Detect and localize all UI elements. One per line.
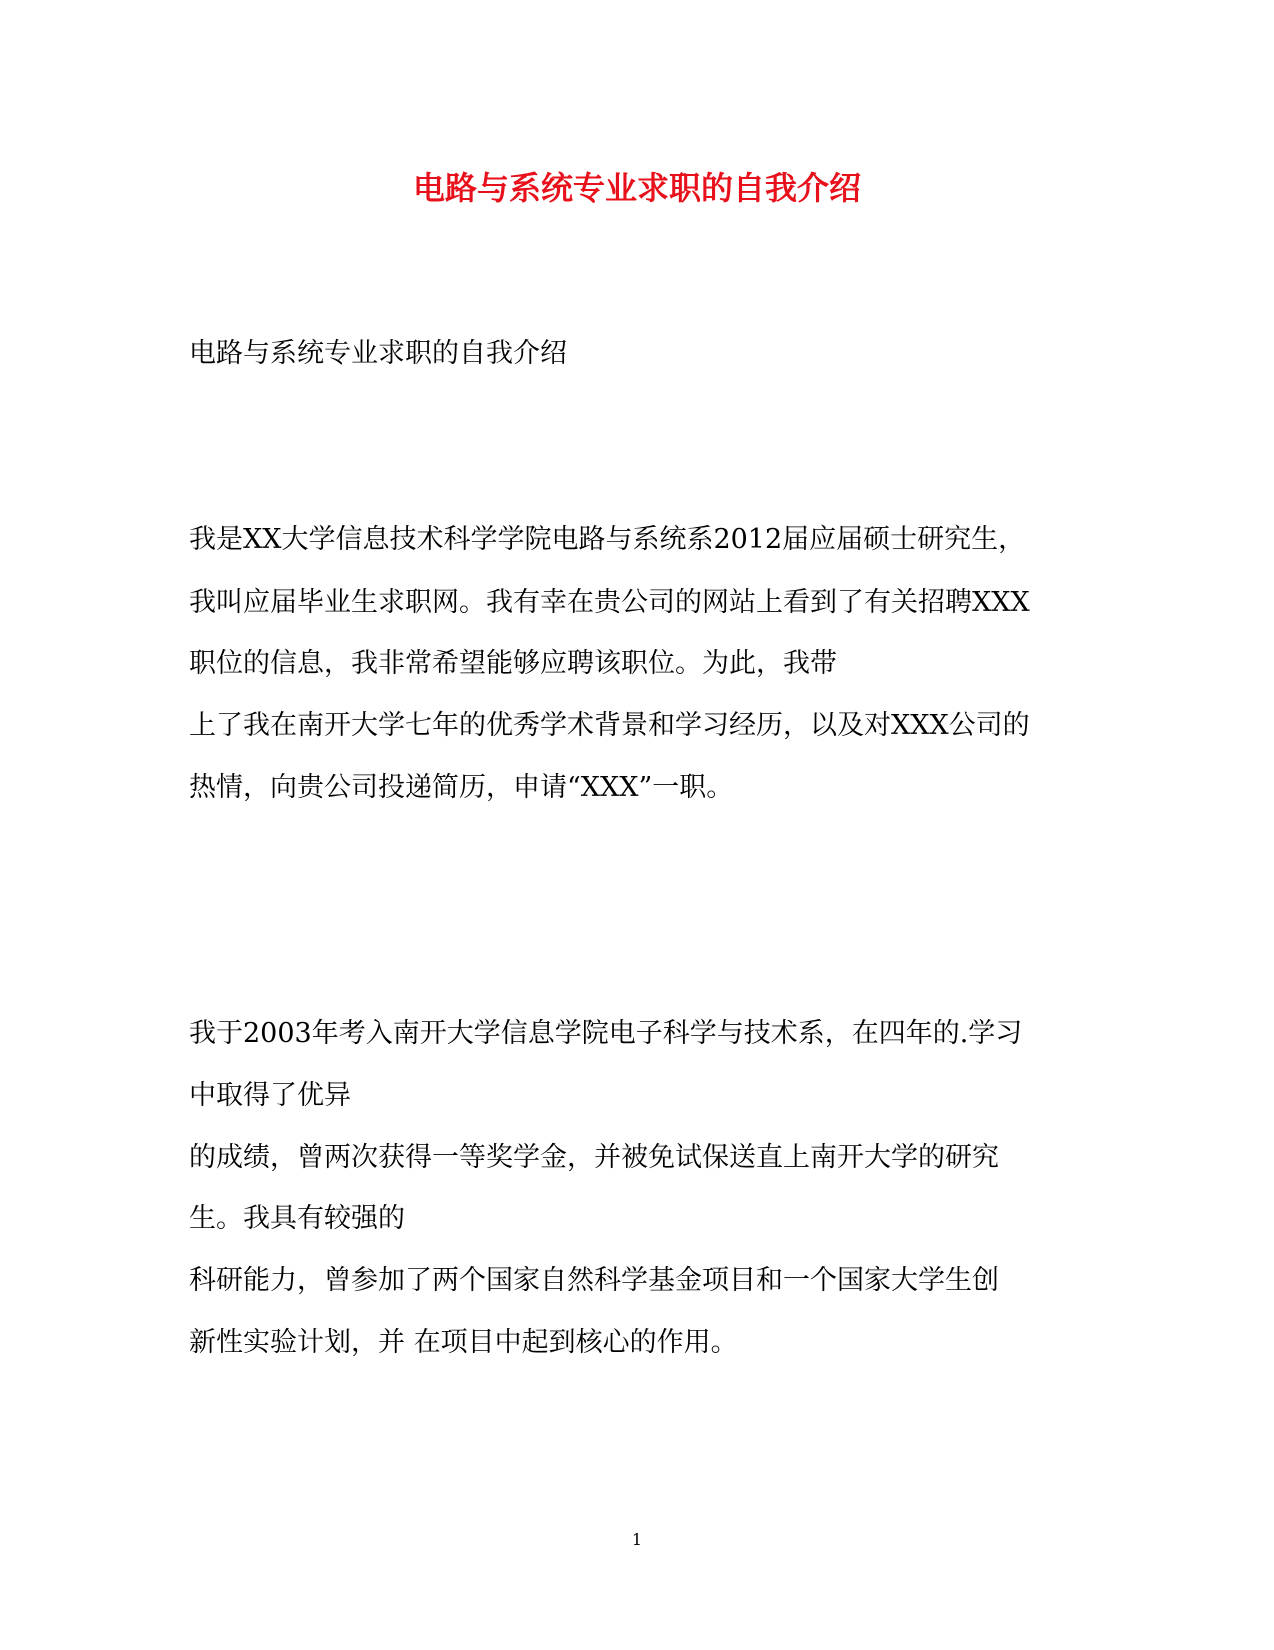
paragraph-line: 我是XX大学信息技术科学学院电路与系统系2012届应届硕士研究生， bbox=[189, 524, 1026, 555]
paragraph-line: 新性实验计划，并 在项目中起到核心的作用。 bbox=[189, 1327, 738, 1358]
document-subtitle: 电路与系统专业求职的自我介绍 bbox=[189, 338, 567, 369]
paragraph-line: 科研能力，曾参加了两个国家自然科学基金项目和一个国家大学生创 bbox=[189, 1265, 999, 1296]
paragraph-line: 我于2003年考入南开大学信息学院电子科学与技术系，在四年的.学习 bbox=[189, 1018, 1023, 1049]
paragraph-line: 职位的信息，我非常希望能够应聘该职位。为此，我带 bbox=[189, 648, 837, 679]
paragraph-line: 我叫应届毕业生求职网。我有幸在贵公司的网站上看到了有关招聘XXX bbox=[189, 587, 1030, 618]
page-number: 1 bbox=[631, 1530, 643, 1549]
paragraph-line: 生。我具有较强的 bbox=[189, 1203, 405, 1234]
paragraph-line: 中取得了优异 bbox=[189, 1080, 351, 1111]
paragraph-line: 上了我在南开大学七年的优秀学术背景和学习经历，以及对XXX公司的 bbox=[189, 710, 1030, 741]
paragraph-line: 热情，向贵公司投递简历，申请“XXX”一职。 bbox=[189, 772, 734, 803]
document-title: 电路与系统专业求职的自我介绍 bbox=[412, 169, 861, 207]
paragraph-line: 的成绩，曾两次获得一等奖学金，并被免试保送直上南开大学的研究 bbox=[189, 1142, 999, 1173]
